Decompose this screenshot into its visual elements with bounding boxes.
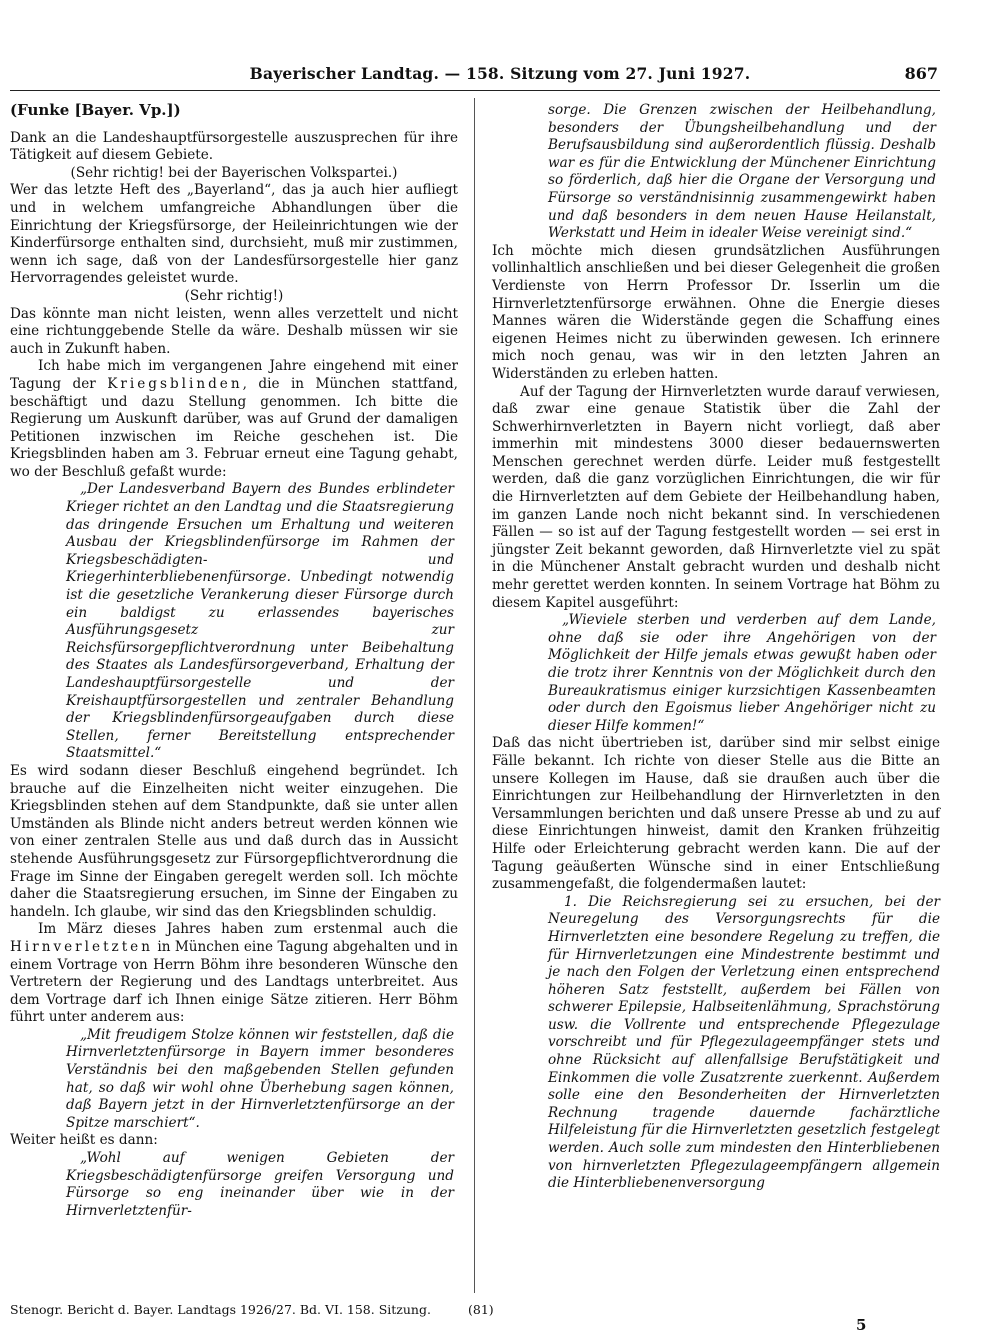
text-run: , die in München stattfand, beschäftigt und dazu Stellung genommen. Ich bitte die Regierung um Auskunft darüber, was auf Grund der damaligen Petitionen inzwischen im Reiche geschehen ist. Die Kriegsblinden haben am 3. Februar erneut eine Tagung gehabt, wo der Beschluß gefaßt wurde: bbox=[10, 375, 458, 480]
footer-source: Stenogr. Bericht d. Bayer. Landtags 1926/27. Bd. VI. 158. Sitzung. bbox=[10, 1302, 431, 1317]
page-number: 867 bbox=[904, 64, 938, 83]
header-rule bbox=[10, 90, 940, 91]
footer-sheet-number: (81) bbox=[468, 1302, 494, 1317]
interjection: (Sehr richtig!) bbox=[184, 287, 284, 304]
numbered-item: 1. Die Reichsregierung sei zu ersuchen, bei der Neuregelung des Versorgungsrechts für die Hirnverletzten eine besondere Regelung zu treffen, die für Hirnverletzungen eine Mindestrente bestimmt und je nach den Folgen der Verletzung einen entsprechend höheren Satz feststellt, außerdem bei Fällen von schwerer Epilepsie, Halbseitenlähmung, Sprachstörung usw. die Vollrente und entsprechende Pflegezulage vorschreibt und für Pflegezulageempfänger stets und ohne Rücksicht auf allenfallsige Berufstätigkeit und Einkommen die volle Zusatzrente zuerkennt. Außerdem solle eine den Besonderheiten der Hirnverletzten Rechnung tragende dauernde fachärztliche Hilfeleistung für die Hirnverletzten gesetzlich festgelegt werden. Auch solle zum mindesten den Hinterbliebenen von hirnverletzten Pflegezulageempfängern allgemein die Hinterbliebenenversorgung bbox=[548, 893, 940, 1192]
quotation: „Der Landesverband Bayern des Bundes erblindeter Krieger richtet an den Landtag und die Staatsregierung das dringende Ersuchen um Erhaltung und weiteren Ausbau der Kriegsblindenfürsorge im Rahmen der Kriegsbeschädigten- und Kriegerhinterbliebenenfürsorge. Unbedingt notwendig ist die gesetzliche Verankerung dieser Fürsorge durch ein baldigst zu erlassendes bayerisches Ausführungsgesetz zur Reichsfürsorgepflichtverordnung unter Beibehaltung des Staates als Landesfürsorgeverband, Erhaltung der Landeshauptfürsorgestelle und der Kreishauptfürsorgestellen und zentraler Behandlung der Kriegsblindenfürsorgeaufgaben durch diese Stellen, ferner Bereitstellung entsprechender Staatsmittel.“ bbox=[66, 481, 454, 762]
paragraph: Ich möchte mich diesen grundsätzlichen Ausführungen vollinhaltlich anschließen und bei dieser Gelegenheit die großen Verdienste von Herrn Professor Dr. Isserlin um die Hirnverletztenfürsorge erwähnen. Ohne die Energie dieses Mannes wären die Widerstände gegen die Schaffung eines eigenen Heimes nicht zu überwinden gewesen. Ich erinnere mich noch genau, was wir in den letzten Jahren an Widerständen zu erleben hatten. bbox=[492, 242, 940, 382]
running-title: Bayerischer Landtag. — 158. Sitzung vom 27. Juni 1927. bbox=[249, 64, 751, 83]
paragraph bbox=[10, 921, 458, 1027]
paragraph: Das könnte man nicht leisten, wenn alles verzettelt und nicht eine richtunggebende Stelle da wäre. Deshalb müssen wir sie auch in Zukunft haben. bbox=[10, 305, 458, 357]
page-footer bbox=[0, 1302, 1000, 1342]
footer-signature: 5 bbox=[856, 1316, 867, 1334]
text-run: Im März dieses Jahres haben zum erstenmal auch die bbox=[38, 921, 458, 938]
column-divider bbox=[474, 98, 475, 1293]
emphasized-term: Hirnverletzten bbox=[10, 938, 153, 955]
quotation: „Mit freudigem Stolze können wir feststellen, daß die Hirnverletztenfürsorge in Bayern immer besonderes Verständnis bei den maßgebenden Stellen gefunden hat, so daß wir wohl ohne Überhebung sagen können, daß Bayern jetzt in der Hirnverletztenfürsorge an der Spitze marschiert“. bbox=[66, 1026, 454, 1131]
page-header bbox=[0, 64, 1000, 88]
quotation: „Wohl auf wenigen Gebieten der Kriegsbeschädigtenfürsorge greifen Versorgung und Fürsorge so eng ineinander über wie in der Hirnverletztenfür- bbox=[66, 1150, 454, 1219]
paragraph bbox=[10, 358, 458, 481]
interjection: (Sehr richtig! bei der Bayerischen Volkspartei.) bbox=[70, 164, 398, 181]
text-run: in München eine Tagung abgehalten und in einem Vortrage von Herrn Böhm ihre besonderen Wünsche den Vertretern der Regierung und des Landtags unterbreitet. Aus dem Vortrage darf ich Ihnen einige Sätze zitieren. Herr Böhm führt unter anderem aus: bbox=[10, 938, 459, 1026]
paragraph: Auf der Tagung der Hirnverletzten wurde darauf verwiesen, daß zwar eine genaue Statistik über die Zahl der Schwerhirnverletzten in Bayern nicht vorliegt, daß aber immerhin mit mindestens 3000 dieser bedauernswerten Menschen gerechnet werden dürfe. Leider muß festgestellt werden, daß die ganz vorzüglichen Einrichtungen, die wir für die Hirnverletzten auf dem Gebiete der Heilbehandlung haben, im ganzen Lande noch nicht bekannt sind. In verschiedenen Fällen — so ist auf der Tagung festgestellt worden — sei erst in jüngster Zeit bekannt geworden, daß Hirnverletzte viel zu spät in die Münchener Anstalt gebracht wurden und deshalb nicht mehr gerettet werden konnten. In seinem Vortrage hat Böhm zu diesem Kapitel ausgeführt: bbox=[492, 383, 940, 611]
paragraph: Weiter heißt es dann: bbox=[10, 1132, 158, 1149]
paragraph: Daß das nicht übertrieben ist, darüber sind mir selbst einige Fälle bekannt. Ich richte von dieser Stelle aus die Bitte an unsere Kollegen im Hause, daß sie draußen auch über die Einrichtungen zur Heilbehandlung der Hirnverletzten in den Versammlungen berichten und daß unsere Presse ab und zu auf diese Einrichtungen hinweist, damit den Kranken frühzeitig Hilfe oder Erleichterung gebracht werden kann. Die auf der Tagung geäußerten Wünsche sind in einer Entschließung zusammengefaßt, die folgendermaßen lautet: bbox=[492, 735, 940, 893]
right-column bbox=[492, 102, 940, 1193]
paragraph: Wer das letzte Heft des „Bayerland“, das ja auch hier aufliegt und in welchem umfangreiche Abhandlungen über die Einrichtung der Kriegsfürsorge, der Heileinrichtungen wie der Kinderfürsorge enthalten sind, durchsieht, muß mir zustimmen, wenn ich sage, daß von der Landesfürsorgestelle hier ganz Hervorragendes geleistet wurde. bbox=[10, 182, 458, 287]
text-run: Ich habe mich im vergangenen Jahre eingehend mit einer Tagung der bbox=[10, 358, 458, 392]
paragraph: Es wird sodann dieser Beschluß eingehend begründet. Ich brauche auf die Einzelheiten nicht weiter einzugehen. Die Kriegsblinden stehen auf dem Standpunkte, daß sie unter allen Umständen als Blinde nicht anders betreut werden können wie von einer zentralen Stelle aus und daß durch das in Aussicht stehende Ausführungsgesetz zur Fürsorgepflichtverordnung die Frage im Sinne der Eingaben geregelt werden soll. Ich möchte daher die Staatsregierung ersuchen, im Sinne der Eingaben zu handeln. Ich glaube, wir sind das den Kriegsblinden schuldig. bbox=[10, 762, 458, 920]
paragraph: Dank an die Landeshauptfürsorgestelle auszusprechen für ihre Tätigkeit auf diesem Gebiete. bbox=[10, 129, 458, 164]
left-column bbox=[10, 102, 458, 1220]
quotation: „Wieviele sterben und verderben auf dem Lande, ohne daß sie oder ihre Angehörigen von der Möglichkeit der Hilfe jemals etwas gewußt haben oder die trotz ihrer Kenntnis von der Möglichkeit durch den Bureaukratismus einiger kurzsichtigen Kassenbeamten oder durch den Egoismus lieber Angehöriger nicht zu dieser Hilfe kommen!“ bbox=[548, 612, 936, 734]
emphasized-term: Kriegsblinden bbox=[107, 375, 243, 392]
quotation-continued: sorge. Die Grenzen zwischen der Heilbehandlung, besonders der Übungsheilbehandlung und der Berufsausbildung sind außerordentlich flüssig. Deshalb war es für die Entwicklung der Münchener Einrichtung so förderlich, daß hier die Organe der Versorgung und Fürsorge so verständnisinnig zusammengewirkt haben und daß besonders in dem neuen Hause Heilanstalt, Werkstatt und Heim in idealer Weise vereinigt sind.“ bbox=[548, 102, 936, 242]
speaker-label: (Funke [Bayer. Vp.]) bbox=[10, 101, 181, 119]
